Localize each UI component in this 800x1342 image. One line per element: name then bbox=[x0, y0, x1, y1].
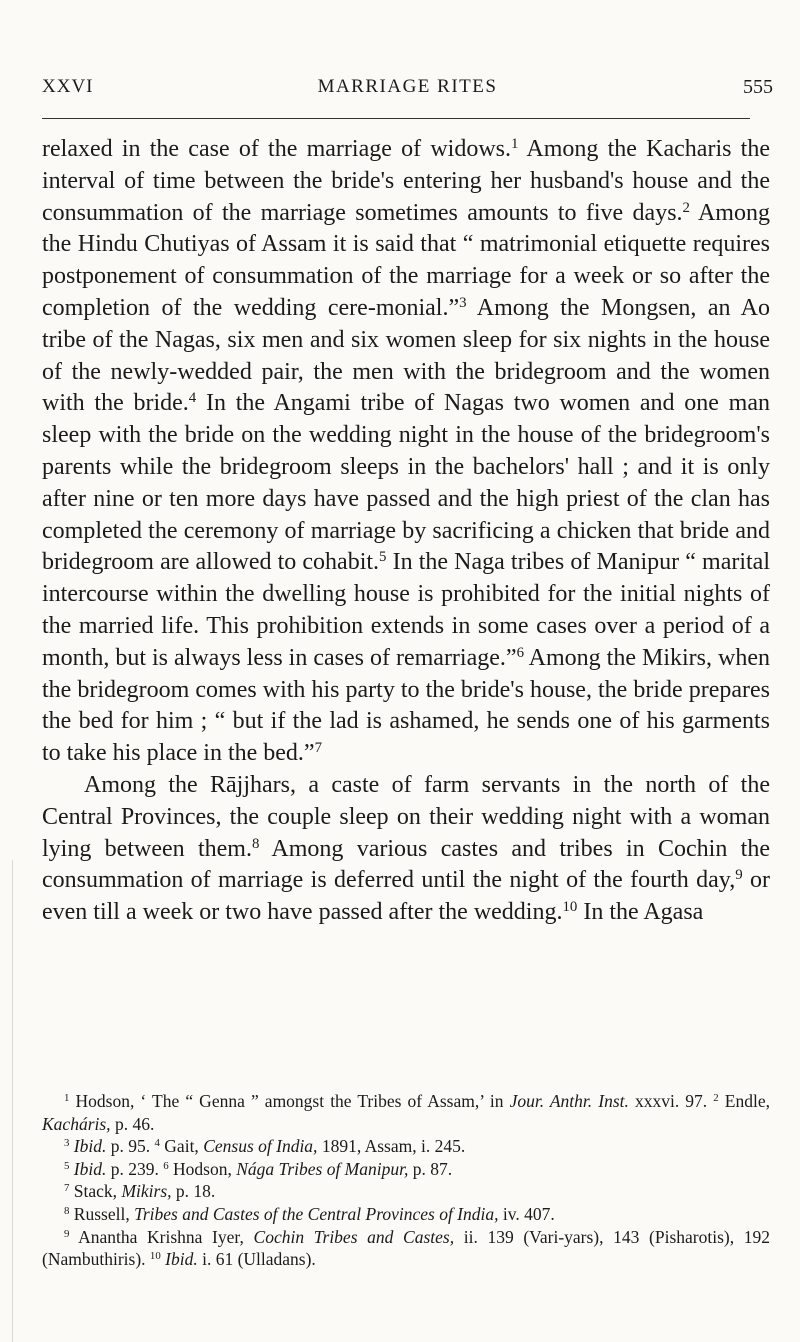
footnote-line: $^3$ Ibid. p. 95. $^4$ Gait, Census of India, 1891, Assam, i. 245. bbox=[64, 1136, 466, 1157]
footnote-line: $^9$ Anantha Krishna Iyer, Cochin Tribes and Castes, ii. 139 (Vari-yars), 143 (Pisharotis), 192 (Nambuthiris). $^{10}$ Ibid. i. 61 (Ulladans). bbox=[42, 1226, 770, 1270]
running-title: MARRIAGE RITES bbox=[317, 76, 498, 97]
note-ref: 10 bbox=[562, 898, 578, 915]
note-ref: 8 bbox=[251, 835, 260, 852]
footnote-line: $^1$ Hodson, ‘ The “ Genna ” amongst the Tribes of Assam,’ in Jour. Anthr. Inst. xxxvi. 97. $^2$ Endle, Kacháris, p. 46. bbox=[42, 1091, 770, 1134]
header-rule bbox=[42, 118, 750, 119]
note-ref: 9 bbox=[735, 867, 743, 884]
footnote-line: $^7$ Stack, Mikirs, p. 18. bbox=[64, 1181, 216, 1202]
note-ref: 7 bbox=[314, 739, 323, 756]
note-ref: 6 bbox=[516, 644, 524, 661]
binding-shadow bbox=[12, 860, 13, 1342]
note-ref: 5 bbox=[379, 549, 387, 566]
body-text bbox=[42, 134, 770, 929]
footnotes bbox=[42, 1090, 770, 1271]
note-ref: 4 bbox=[188, 390, 197, 407]
running-header bbox=[42, 76, 773, 104]
paragraph-2: Among the Rājjhars, a caste of farm servants in the north of the Central Provinces, the couple sleep on their wedding night with a woman lying between them.$^8$ Among various castes and tribes in Cochin the consummation of marriage is deferred until the night of the fourth day,$^9$ or even till a week or two have passed after the wedding.$^{10}$ In the Agasa bbox=[42, 771, 770, 926]
paragraph-1: relaxed in the case of the marriage of widows.$^1$ Among the Kacharis the interval of time between the bride's entering her husband's house and the consummation of the marriage sometimes amounts to five days.$^2$ Among the Hindu Chutiyas of Assam it is said that “ matrimonial etiquette requires postponement of consummation of the marriage for a week or so after the completion of the wedding cere-monial.”$^3$ Among the Mongsen, an Ao tribe of the Nagas, six men and six women sleep for six nights in the house of the newly-wedded pair, the men with the bridegroom and the women with the bride.$^4$ In the Angami tribe of Nagas two women and one man sleep with the bride on the wedding night in the house of the bridegroom's parents while the bridegroom sleeps in the bachelors' hall ; and it is only after nine or ten more days have passed and the high priest of the clan has completed the ceremony of marriage by sacrificing a chicken that bride and bridegroom are allowed to cohabit.$^5$ In the Naga tribes of Manipur “ marital intercourse within the dwelling house is prohibited for the initial nights of the married life. This prohibition extends in some cases over a period of a month, but is always less in cases of remarriage.”$^6$ Among the Mikirs, when the bridegroom comes with his party to the bride's house, the bride prepares the bed for him ; “ but if the lad is ashamed, he sends one of his garments to take his place in the bed.”$^7$ bbox=[42, 135, 771, 767]
note-ref: 2 bbox=[682, 199, 690, 216]
note-ref: 1 bbox=[511, 135, 519, 152]
chapter-number: XXVI bbox=[42, 76, 94, 97]
footnote-line: $^5$ Ibid. p. 239. $^6$ Hodson, Nága Tribes of Manipur, p. 87. bbox=[64, 1158, 453, 1179]
page-number: 555 bbox=[743, 76, 773, 98]
footnote-line: $^8$ Russell, Tribes and Castes of the Central Provinces of India, iv. 407. bbox=[64, 1203, 555, 1224]
note-ref: 3 bbox=[459, 294, 467, 311]
